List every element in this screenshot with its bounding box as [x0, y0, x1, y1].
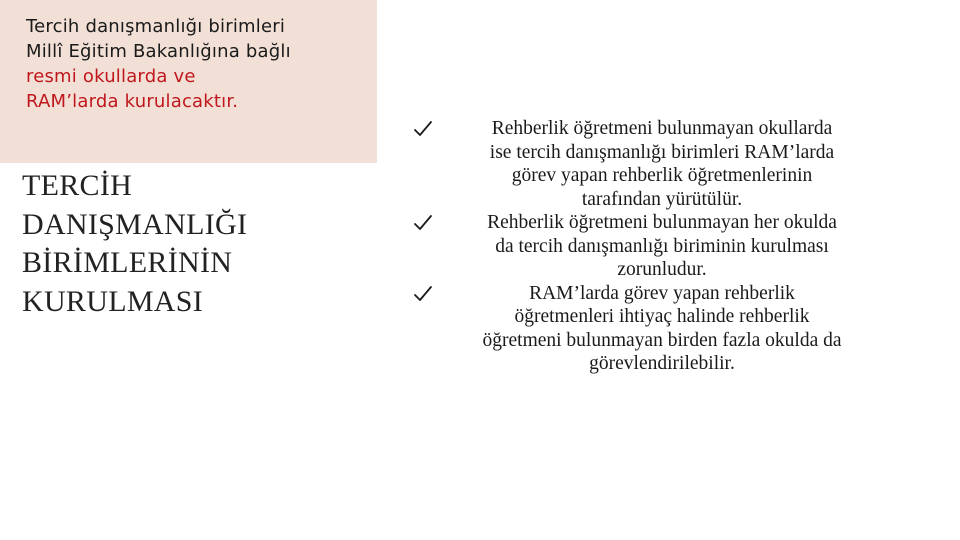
bullet-line: RAM’larda görev yapan rehberlik — [529, 282, 795, 304]
bullet-line: tarafından yürütülür. — [581, 188, 743, 210]
callout-line: Tercih danışmanlığı birimleri — [26, 16, 286, 37]
bullet-item — [412, 282, 912, 376]
check-icon — [412, 119, 434, 139]
slide-title-line: TERCİH — [22, 169, 133, 202]
bullet-line: Rehberlik öğretmeni bulunmayan okullarda — [491, 118, 833, 139]
callout-line: Millî Eğitim Bakanlığına bağlı — [26, 41, 291, 62]
bullet-line: görevlendirilebilir. — [589, 353, 735, 374]
check-icon — [412, 284, 434, 304]
bullet-text — [412, 211, 912, 282]
callout-line-highlight: RAM’larda kurulacaktır. — [26, 91, 239, 112]
bullet-line: öğretmenleri ihtiyaç halinde rehberlik — [514, 306, 810, 327]
slide-title-line: DANIŞMANLIĞI — [22, 207, 248, 241]
bullet-line: öğretmeni bulunmayan birden fazla okulda da — [482, 329, 842, 351]
bullet-line: zorunludur. — [617, 259, 707, 280]
bullet-text — [412, 117, 912, 211]
bullet-line: da tercih danışmanlığı biriminin kurulması — [495, 235, 829, 257]
bullet-list — [412, 117, 912, 376]
bullet-item — [412, 211, 912, 282]
bullet-item — [412, 117, 912, 211]
check-icon — [412, 213, 434, 233]
slide-title-line: KURULMASI — [22, 284, 204, 318]
bullet-line: ise tercih danışmanlığı birimleri RAM’larda — [489, 141, 835, 163]
slide-title-line: BİRİMLERİNİN — [22, 246, 233, 279]
bullet-text — [412, 282, 912, 376]
callout-box — [0, 0, 377, 163]
bullet-line: Rehberlik öğretmeni bulunmayan her okulda — [487, 212, 837, 233]
callout-line-highlight: resmi okullarda ve — [26, 66, 196, 87]
callout-text — [26, 14, 376, 114]
bullet-line: görev yapan rehberlik öğretmenlerinin — [511, 165, 813, 186]
slide-title — [22, 167, 362, 321]
